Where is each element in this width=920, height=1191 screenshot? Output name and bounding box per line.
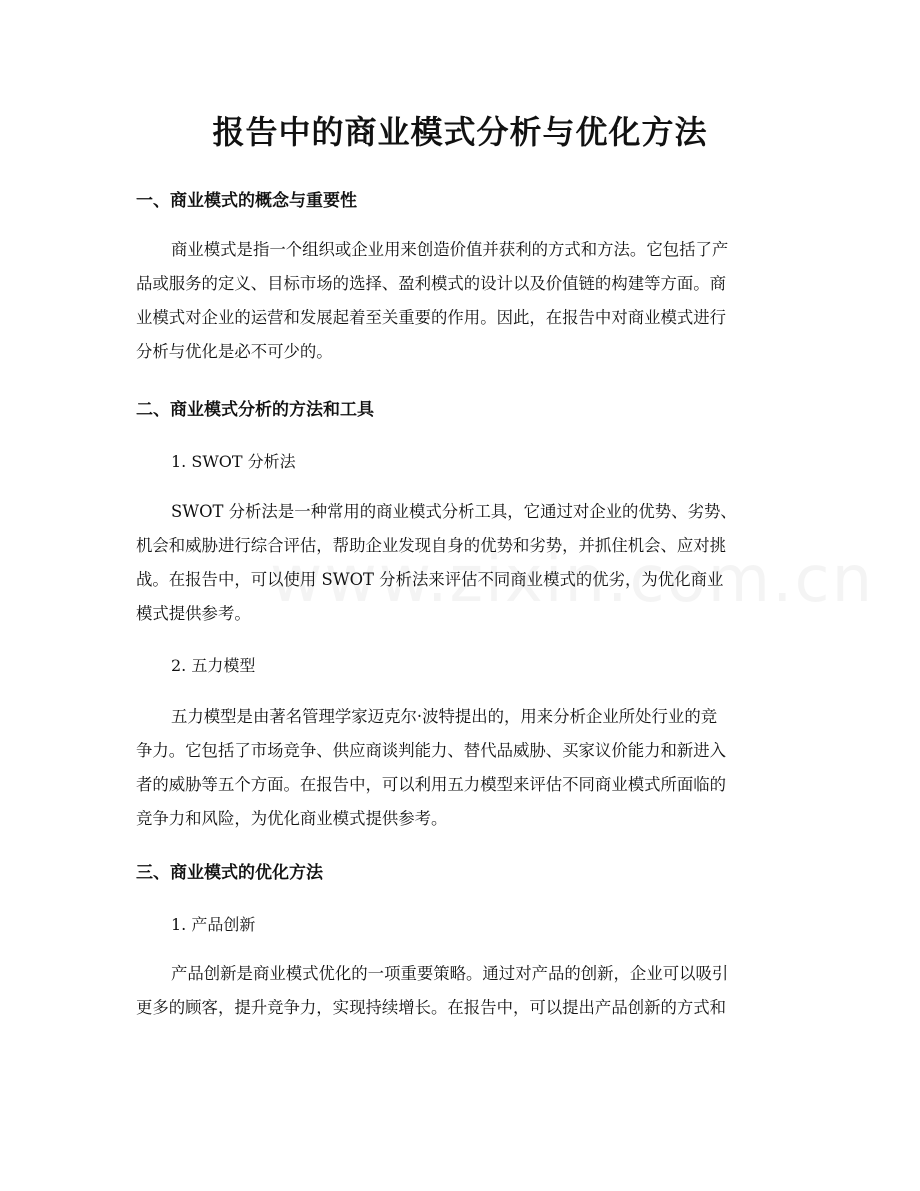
paragraph-line: 模式提供参考。 xyxy=(136,604,251,623)
product-innovation-paragraph xyxy=(136,957,786,1025)
section-heading-3: 三、商业模式的优化方法 xyxy=(136,863,323,883)
paragraph-line: 者的威胁等五个方面。在报告中，可以利用五力模型来评估不同商业模式所面临的 xyxy=(136,775,727,794)
paragraph-line: 竞争力和风险，为优化商业模式提供参考。 xyxy=(136,809,448,828)
section-heading-2: 二、商业模式分析的方法和工具 xyxy=(136,400,374,420)
paragraph-line: 品或服务的定义、目标市场的选择、盈利模式的设计以及价值链的构建等方面。商 xyxy=(136,274,727,293)
paragraph-line: 争力。它包括了市场竞争、供应商谈判能力、替代品威胁、买家议价能力和新进入 xyxy=(136,741,727,760)
paragraph-line: 战。在报告中，可以使用 SWOT 分析法来评估不同商业模式的优劣，为优化商业 xyxy=(136,570,724,589)
section-1-paragraph xyxy=(136,233,786,369)
swot-paragraph xyxy=(136,495,786,631)
paragraph-line: 产品创新是商业模式优化的一项重要策略。通过对产品的创新，企业可以吸引 xyxy=(171,964,729,983)
paragraph-line: SWOT 分析法是一种常用的商业模式分析工具，它通过对企业的优势、劣势、 xyxy=(171,502,737,521)
section-heading-1: 一、商业模式的概念与重要性 xyxy=(136,191,357,211)
paragraph-line: 商业模式是指一个组织或企业用来创造价值并获利的方式和方法。它包括了产 xyxy=(171,240,729,259)
subsection-label-swot: 1. SWOT 分析法 xyxy=(171,452,296,471)
paragraph-line: 分析与优化是必不可少的。 xyxy=(136,342,333,361)
paragraph-line: 更多的顾客，提升竞争力，实现持续增长。在报告中，可以提出产品创新的方式和 xyxy=(136,998,727,1017)
subsection-label-product-innovation: 1. 产品创新 xyxy=(171,915,256,934)
paragraph-line: 五力模型是由著名管理学家迈克尔·波特提出的，用来分析企业所处行业的竞 xyxy=(171,707,718,726)
paragraph-line: 业模式对企业的运营和发展起着至关重要的作用。因此，在报告中对商业模式进行 xyxy=(136,308,727,327)
document-title: 报告中的商业模式分析与优化方法 xyxy=(212,113,708,151)
paragraph-line: 机会和威胁进行综合评估，帮助企业发现自身的优势和劣势，并抓住机会、应对挑 xyxy=(136,536,727,555)
subsection-label-five-forces: 2. 五力模型 xyxy=(171,656,256,675)
five-forces-paragraph xyxy=(136,700,786,836)
